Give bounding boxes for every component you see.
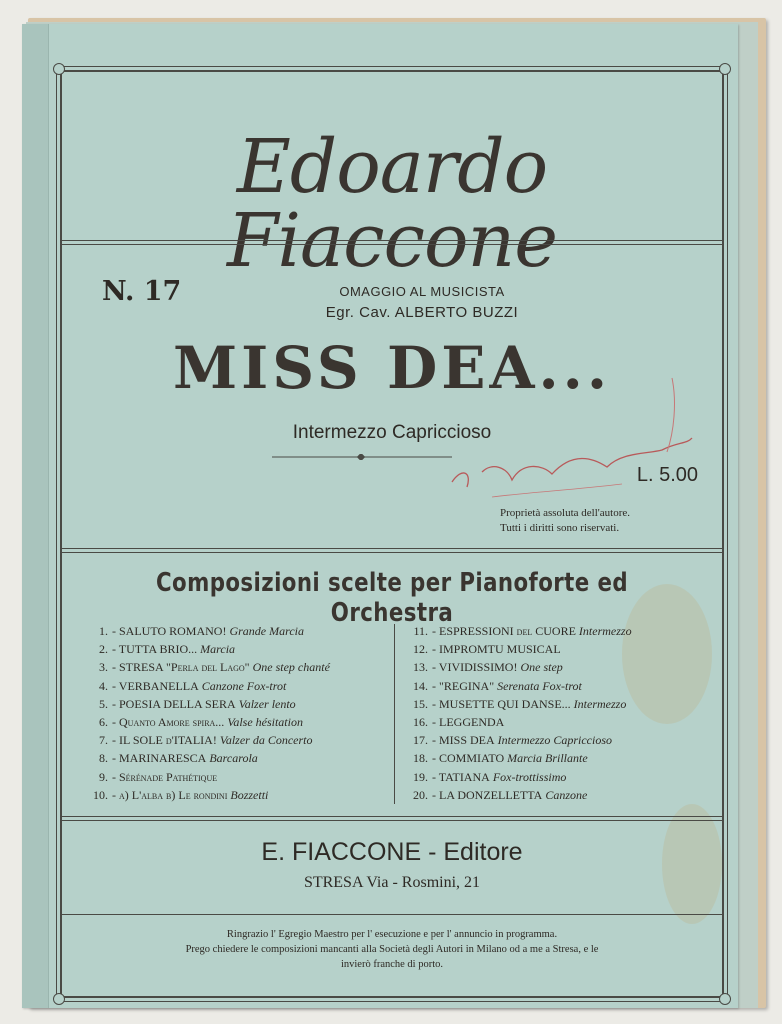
composition-number: 12. [413,642,428,657]
composition-title: - MARINARESCA [112,751,207,766]
composition-genre: Canzone Fox-trot [201,678,287,693]
composition-title: - ESPRESSIONI del CUORE [432,624,576,638]
composition-title: - a) L'alba b) Le rondini [112,787,228,802]
composition-genre: Intermezzo [578,624,632,638]
composition-number: 8. [99,751,108,766]
composition-item [404,770,704,788]
composition-item [84,788,384,806]
frame-corner-ornament [719,63,731,75]
publisher-address: STRESA Via - Rosmini, 21 [303,874,481,891]
composition-item [84,642,384,660]
composition-item [404,660,704,678]
composition-title: - "REGINA" [432,678,495,693]
composition-genre: Valzer da Concerto [219,733,313,748]
composition-genre: Bozzetti [230,787,269,802]
composition-item [404,624,704,642]
piece-subtitle: Intermezzo Capriccioso [292,422,492,443]
composition-item [84,624,384,642]
composition-number: 11. [413,624,428,638]
composition-item [404,715,704,733]
catalog-number: N. 17 [102,276,182,307]
composition-item [404,679,704,697]
composition-genre: Valse hésitation [227,714,303,729]
composition-title: - IMPROMTU MUSICAL [432,642,561,657]
composition-number: 5. [99,696,108,711]
composition-title: - VIVIDISSIMO! [432,660,518,675]
composition-number: 7. [99,733,108,748]
compositions-heading: Composizioni scelte per Pianoforte ed Orchestra [155,568,629,628]
divider [62,914,722,915]
composition-item [84,715,384,733]
composition-number: 1. [99,624,108,638]
compositions-list-right [404,624,704,806]
column-divider [394,624,395,804]
rights-notice [500,506,630,536]
rights-line-1: Proprietà assoluta dell'autore. [500,507,630,519]
rights-line-2: Tutti i diritti sono riservati. [500,522,620,534]
composition-title: - LEGGENDA [432,714,505,729]
composition-genre: Marcia [200,642,236,657]
composition-item [404,642,704,660]
composition-number: 13. [413,660,428,675]
composer-name: Edoardo Fiaccone [226,124,558,284]
composition-title: - IL SOLE d'ITALIA! [112,733,217,748]
composition-title: - Quanto Amore spira... [112,714,225,729]
composition-number: 6. [99,714,108,729]
composition-genre: Fox-trottissimo [492,769,567,784]
composition-number: 4. [99,678,108,693]
publisher-name: E. FIACCONE - Editore [261,838,523,866]
composition-item [84,770,384,788]
price: L. 5.00 [636,464,698,486]
dedication-line-1: OMAGGIO AL MUSICISTA [339,284,505,299]
composition-item [404,751,704,769]
composition-number: 20. [413,787,428,802]
compositions-list-left [84,624,384,806]
composition-number: 2. [99,642,108,657]
composition-genre: Intermezzo [573,696,627,711]
composition-title: - TUTTA BRIO... [112,642,198,657]
sheet-music-cover [22,24,738,1008]
divider [62,240,722,245]
composition-title: - TATIANA [432,769,490,784]
composition-number: 3. [99,660,108,675]
composition-item [84,697,384,715]
composition-number: 15. [413,696,428,711]
footer-note-line-3: invierò franche di porto. [340,959,444,970]
composition-item [404,733,704,751]
piece-title: MISS DEA... [172,334,612,402]
composition-genre: Intermezzo Capriccioso [497,733,612,748]
composition-genre: Marcia Brillante [507,751,588,766]
footer-note-line-1: Ringrazio l' Egregio Maestro per l' esecuzione e per l' annuncio in programma. [226,929,558,940]
composition-item [404,697,704,715]
composition-genre: Grande Marcia [229,624,304,638]
composition-item [404,788,704,806]
composition-title: - STRESA "Perla del Lago" [112,660,250,675]
footer-note-line-2: Prego chiedere le composizioni mancanti alla Società degli Autori in Milano od a me a Stresa, e le [185,944,599,955]
composition-title: - Sérénade Pathétique [112,769,218,784]
dedication-line-2: Egr. Cav. ALBERTO BUZZI [325,304,519,321]
composition-title: - MUSETTE QUI DANSE... [432,696,571,711]
composition-genre: Canzone [545,787,588,802]
composition-genre: One step [520,660,563,675]
composition-title: - SALUTO ROMANO! [112,624,227,638]
cover-spine [22,24,49,1008]
composition-number: 19. [413,769,428,784]
composition-genre: Barcarola [209,751,258,766]
divider [62,816,722,821]
composition-title: - LA DONZELLETTA [432,787,543,802]
handwritten-signature [422,372,712,512]
frame-corner-ornament [53,63,65,75]
composition-title: - POESIA DELLA SERA [112,696,236,711]
composition-item [84,679,384,697]
ornamental-frame [60,70,724,998]
composition-title: - MISS DEA [432,733,495,748]
composition-item [84,733,384,751]
composition-title: - COMMIATO [432,751,505,766]
composition-genre: Valzer lento [238,696,296,711]
frame-corner-ornament [719,993,731,1005]
composition-number: 10. [93,787,108,802]
composition-number: 9. [99,769,108,784]
frame-corner-ornament [53,993,65,1005]
composition-title: - VERBANELLA [112,678,199,693]
composition-number: 17. [413,733,428,748]
composition-genre: One step chanté [252,660,330,675]
composition-number: 18. [413,751,428,766]
composition-genre: Serenata Fox-trot [497,678,582,693]
composition-number: 16. [413,714,428,729]
divider [62,548,722,553]
composition-item [84,751,384,769]
composition-number: 14. [413,678,428,693]
composition-item [84,660,384,678]
